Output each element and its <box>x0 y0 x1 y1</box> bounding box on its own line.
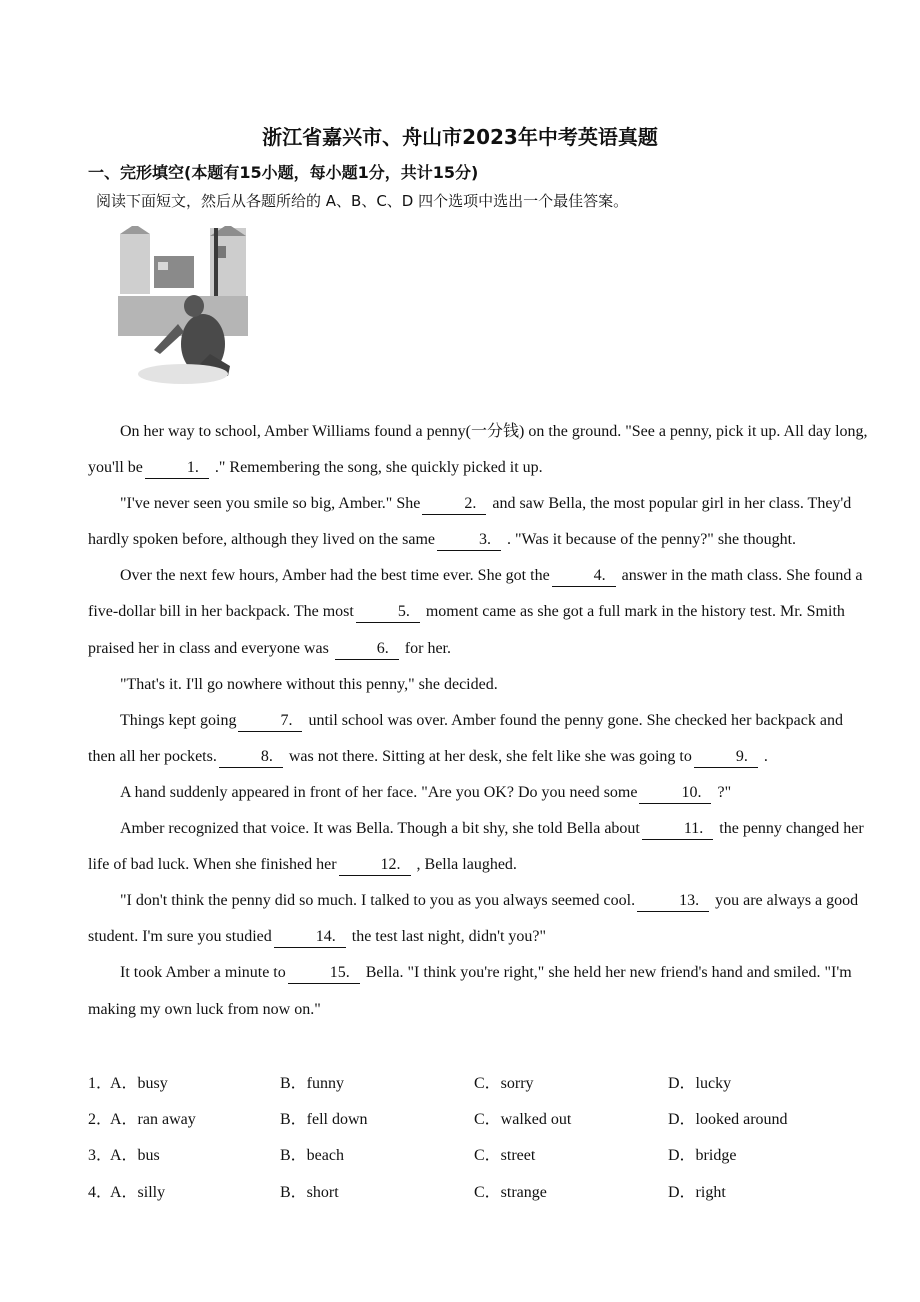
option-choice: D．bridge <box>668 1147 737 1165</box>
passage-paragraph <box>88 558 873 666</box>
passage-paragraph <box>88 811 873 883</box>
passage-text: Over the next few hours, Amber had the best time ever. She got the <box>120 567 550 585</box>
question-number: 3． <box>88 1147 113 1165</box>
option-choice: C．sorry <box>474 1075 534 1092</box>
passage-text: , Bella laughed. <box>412 856 517 874</box>
option-choice: B．beach <box>280 1147 344 1165</box>
option-choice: A．silly <box>110 1183 166 1201</box>
passage-text: ." Remembering the song, she quickly picked it up. <box>210 459 543 477</box>
passage-text: "I've never seen you smile so big, Amber." She <box>120 495 421 513</box>
answer-blank: 6. <box>335 639 399 660</box>
answer-blank: 9. <box>694 747 758 768</box>
passage-text: Amber recognized that voice. It was Bella. Though a bit shy, she told Bella about <box>120 820 640 838</box>
answer-blank: 8. <box>219 747 283 768</box>
option-choice: B．fell down <box>280 1111 368 1129</box>
passage-text: moment came as she got a full mark in the history test. Mr. Smith praised her in class and everyone was <box>88 603 845 657</box>
passage-text: "I don't think the penny did so much. I talked to you as you always seemed cool. <box>120 892 636 910</box>
passage-text: for her. <box>400 639 451 657</box>
passage-text: . <box>759 747 768 765</box>
option-choice: A．bus <box>110 1147 160 1165</box>
option-choice: B．short <box>280 1183 339 1201</box>
option-choice: A．busy <box>110 1075 168 1092</box>
question-number: 1． <box>88 1075 113 1092</box>
passage-text: and saw Bella, the most popular girl in her class. They'd hardly spoken before, although they lived on the same <box>88 495 852 549</box>
passage-paragraph <box>88 486 873 558</box>
passage-text: answer in the math class. She found a five-dollar bill in her backpack. The most <box>88 567 863 621</box>
passage-paragraph <box>88 883 873 955</box>
reading-passage <box>88 414 873 1028</box>
option-choice: C．street <box>474 1147 536 1165</box>
option-choice: B．funny <box>280 1075 345 1092</box>
question-number: 2． <box>88 1111 113 1129</box>
question-row <box>88 1066 888 1102</box>
passage-text: you are always a good student. I'm sure you studied <box>88 892 859 946</box>
passage-text: until school was over. Amber found the penny gone. She checked her backpack and then all her pockets. <box>88 711 843 765</box>
option-choice: D．right <box>668 1183 726 1201</box>
option-choice: A．ran away <box>110 1111 196 1129</box>
option-choice: C．walked out <box>474 1111 572 1129</box>
passage-paragraph <box>88 414 873 486</box>
question-row <box>88 1175 888 1211</box>
answer-blank: 10. <box>639 783 711 804</box>
instructions: 阅读下面短文，然后从各题所给的 A、B、C、D 四个选项中选出一个最佳答案。 <box>96 192 629 210</box>
answer-blank: 13. <box>637 891 709 912</box>
answer-blank: 5. <box>356 602 420 623</box>
answer-blank: 15. <box>288 963 360 984</box>
passage-text: On her way to school, Amber Williams found a penny(一分钱) on the ground. "See a penny, pick it up. All day long, you'll be <box>88 423 868 477</box>
passage-text: A hand suddenly appeared in front of her face. "Are you OK? Do you need some <box>120 783 638 801</box>
question-number: 4． <box>88 1183 113 1201</box>
answer-blank: 11. <box>642 819 713 840</box>
story-illustration <box>118 226 248 388</box>
answer-blank: 7. <box>238 711 302 732</box>
section-heading: 一、完形填空(本题有15小题，每小题1分，共计15分) <box>88 163 479 182</box>
question-row <box>88 1138 888 1174</box>
passage-text: "That's it. I'll go nowhere without this penny," she decided. <box>120 675 498 693</box>
passage-paragraph <box>88 667 873 703</box>
answer-blank: 14. <box>274 927 346 948</box>
question-row <box>88 1102 888 1138</box>
passage-text: Things kept going <box>120 711 237 729</box>
answer-blank: 2. <box>422 494 486 515</box>
passage-text: Bella. "I think you're right," she held her new friend's hand and smiled. "I'm making my own luck from now on." <box>88 964 852 1018</box>
page-title: 浙江省嘉兴市、舟山市2023年中考英语真题 <box>262 125 658 149</box>
passage-paragraph <box>88 775 873 811</box>
answer-blank: 4. <box>552 566 616 587</box>
answer-options <box>88 1066 888 1211</box>
passage-text: It took Amber a minute to <box>120 964 286 982</box>
answer-blank: 1. <box>145 458 209 479</box>
passage-text: was not there. Sitting at her desk, she felt like she was going to <box>284 747 692 765</box>
option-choice: C．strange <box>474 1183 547 1201</box>
passage-text: the test last night, didn't you?" <box>347 928 547 946</box>
answer-blank: 12. <box>339 855 411 876</box>
passage-paragraph <box>88 703 873 775</box>
option-choice: D．looked around <box>668 1111 788 1129</box>
passage-paragraph <box>88 955 873 1027</box>
answer-blank: 3. <box>437 530 501 551</box>
passage-text: the penny changed her life of bad luck. When she finished her <box>88 820 864 874</box>
passage-text: ?" <box>713 783 732 801</box>
passage-text: . "Was it because of the penny?" she thought. <box>503 531 797 549</box>
option-choice: D．lucky <box>668 1075 732 1092</box>
